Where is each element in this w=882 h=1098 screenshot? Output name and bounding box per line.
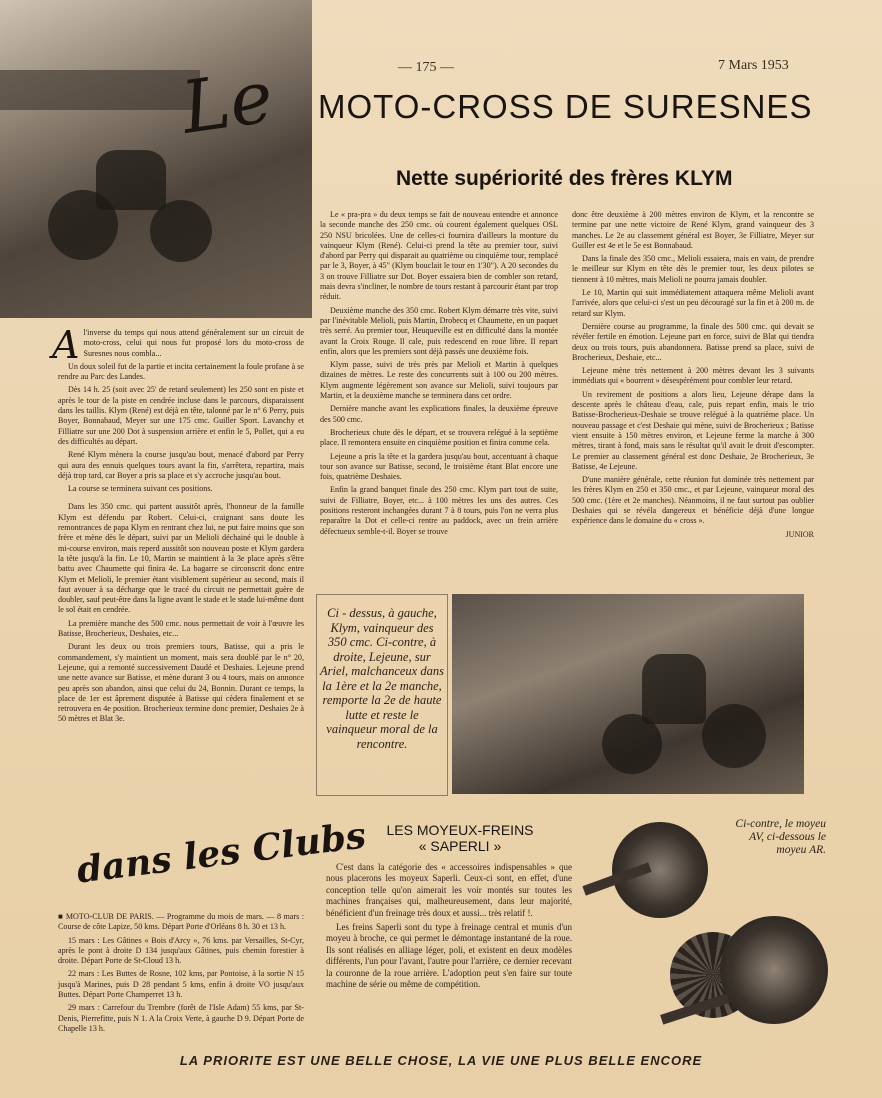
drop-cap: A: [52, 323, 80, 367]
author-signature: JUNIOR: [785, 529, 814, 539]
paragraph: Enfin la grand banquet finale des 250 cmc. Klym part tout de suite, suivi de Filliatre, Boyer, etc... à 100 mètres les uns des autres. Ces positions resteront inchangées durant 7 à 8 tours, puis l'on ne verra plus reparaître la Dot et celle-ci rentre au paddock, avec un frein arrière défectueux semble-t-il. Boyer se trouve: [320, 485, 558, 536]
paragraph: Durant les deux ou trois premiers tours, Batisse, qui a pris le commandement, s'y maintient un moment, mais sera doublé par le n° 20, Lejeune, qui a remonté successivement Daudé et Deshaies. Lejeune prend une nette avance sur Batisse, et mène durant 3 ou 4 tours, mais on annonce peu après son abandon, ainsi que celui du 24, Bonnin. Durant ce temps, la place de 1er est âprement disputée à Batisse qui cèdera finalement et se retrouvera en 4e position. Brocherieux termine donc premier, Deshaies 2e à 50 mètres et Blat 3e.: [58, 642, 304, 724]
paragraph: Lejeune mène très nettement à 200 mètres devant les 3 suivants immédiats qui « bourrent » désespérément pour combler leur retard.: [572, 366, 814, 386]
moyeux-caption: Ci-contre, le moyeu AV, ci-dessous le moyeu AR.: [735, 818, 826, 856]
paragraph: Dernière course au programme, la finale des 500 cmc. qui devait se révéler fertile en émotion. Lejeune part en force, suivi de Blat qui tiendra deux ou trois tours, puis abandonnera. Batisse prend sa place, suivi de Brocherieux, Deshaie, etc...: [572, 321, 814, 362]
moyeux-title: [340, 822, 580, 854]
paragraph: Un doux soleil fut de la partie et incita certainement la foule profane à se rendre au Parc des Landes.: [58, 361, 304, 382]
article-title: MOTO-CROSS DE SURESNES: [318, 88, 813, 125]
article-subtitle: Nette supériorité des frères KLYM: [396, 167, 733, 190]
paragraph: Les freins Saperli sont du type à freinage central et munis d'un moyeu à broche, ce qui permet le démontage instantané de la roue. Ils sont réalisés en alliage léger, poli, et existent en deux modèles différents, l'un pour l'avant, l'autre pour l'arrière, ce dernier recevant la couronne de la roue arrière. L'adoption peut s'en faire sur toute machine de série ou même de compétition.: [326, 922, 572, 990]
paragraph: 22 mars : Les Buttes de Rosne, 102 kms, par Pontoise, à la sortie N 15 jusqu'à Marines, puis D 28 pendant 5 kms, enfin à droite VO jusqu'aux Buttes. Départ Porte Champerret 13 h.: [58, 969, 304, 1000]
clubs-text: [58, 912, 304, 1042]
page-footer: LA PRIORITE EST UNE BELLE CHOSE, LA VIE UNE PLUS BELLE ENCORE: [179, 1053, 703, 1068]
paragraph: La première manche des 500 cmc. nous permettait de voir à l'œuvre les Batisse, Brocherieux, Deshaies, etc...: [58, 618, 304, 639]
paragraph: Dernière manche avant les explications finales, la deuxième épreuve des 500 cmc.: [320, 404, 558, 424]
paragraph: Klym passe, suivi de très près par Melioli et Martin à quelques dizaines de mètres. Le reste des concurrents suit à 100 ou 200 mètres. Klym augmente légèrement son avance sur Melioli, suivi toujours par Martin, et la deuxième manche se terminera dans cet ordre.: [320, 360, 558, 401]
moyeux-title-line2: « SAPERLI »: [418, 838, 502, 854]
paragraph: donc être deuxième à 200 mètres environ de Klym, et la rencontre se termine par une nette victoire de René Klym, grand vainqueur des 3 manches. Le 2e au classement général est Boyer, 3e Filliatre, Meyer sur Guiller est 4e et le 5e est Bonnabaud.: [572, 210, 814, 250]
issue-date: 7 Mars 1953: [718, 58, 789, 73]
rear-hub-drum: [720, 916, 828, 1024]
paragraph: Un revirement de positions a alors lieu, Lejeune dérape dans la descente après le château d'eau, cale, puis repart enfin, mais le trio Batisse-Brocherieux-Deshaie se trouve relégué à la quatrième place. Un nouveau passage et c'est Deshaie qui mène, suivi de Brocherieux ; Batisse vient ensuite à 150 mètres environ, et Lejeune ferme la marche à 300 mètres, tirant à fond, mais sans le résultat qu'il avait le droit d'escompter. Le premier au classement général est donc Deshaie, 2e Brocherieux, 3e Batisse, 4e Lejeune.: [572, 389, 814, 471]
paragraph: D'une manière générale, cette réunion fut dominée très nettement par les frères Klym en 250 et 350 cmc., et par Lejeune, vainqueur moral des 500 cmc. (1ère et 2e manches). Néanmoins, il ne faut surtout pas oublier Deshaies qui se révéla dangereux et bénéficie déjà d'une longue expérience dans le domaine du « cross ».: [572, 475, 814, 526]
moyeux-title-line1: LES MOYEUX-FREINS: [386, 822, 534, 838]
article-column-2: [320, 210, 558, 586]
paragraph: l'inverse du temps qui nous attend généralement sur un circuit de moto-cross, celui qui nous fut proposé lors du moto-cross de Suresnes nous combla...: [83, 328, 304, 358]
rear-hub-image: [660, 908, 846, 1044]
motocross-rider-photo: [0, 0, 312, 318]
paragraph: Lejeune a pris la tête et la gardera jusqu'au bout, accentuant à chaque tour son avance sur Batisse, second, le troisième étant Blat encore une fois, quatrième Deshaies.: [320, 451, 558, 482]
article-column-1: [52, 323, 304, 790]
paragraph: Deuxième manche des 350 cmc. Robert Klym démarre très vite, suivi par l'inévitable Melioli, puis Martin, Drobecq et Chaumette, en un paquet très serré. Au premier tour, Heuqueville est en difficulté dans la montée avant la Croix Rouge. Il cale, puis redescend en roue libre. Il repart enfin, alors que les premiers sont déjà passés une deuxième fois.: [320, 305, 558, 356]
article-column-3: [572, 210, 814, 594]
photo-caption: Ci - dessus, à gauche, Klym, vainqueur des 350 cmc. Ci-contre, à droite, Lejeune, sur Ariel, malchanceux dans la 1ère et la 2e manche, remporte la 2e de haute lutte et reste le vainqueur moral de la rencontre.: [320, 606, 444, 751]
paragraph: C'est dans la catégorie des « accessoires indispensables » que nous placerons les moyeux Saperli. Ceux-ci sont, en effet, d'une conception telle qu'on aimerait les voir montés sur toutes les machines françaises qui, malheureusement, dans leur majorité, bénéficient d'un freinage très doux et aussi... très relatif !.: [326, 862, 572, 918]
moyeux-text: [326, 862, 572, 1038]
clubs-heading: dans les Clubs: [74, 814, 369, 892]
paragraph: Dans les 350 cmc. qui partent aussitôt après, l'honneur de la famille Klym est défendu par Robert. Celui-ci, craignant sans doute les remontrances de papa Klym en rentrant chez lui, ne put faire moins que son frère et mène dès le départ, suivi par un Melioli déchainé qui le double à mi-course environ, mais reperd aussitôt son nouveau poste et Klym gardera la tête jusqu'à la fin. Le 10, Martin se maintient à la 3e place après s'être battu avec Chaumette qui finira 4e. La bagarre se circonscrit donc entre Klym et Melioli, le premier étant visiblement supérieur au second, mais il faut avouer à sa décharge que le tracé du circuit ne permettait guère de doubler, sauf peut-être dans la ligne avant le stade et le stade lui-même dont le sol était en cendrée.: [58, 502, 304, 615]
paragraph: René Klym mènera la course jusqu'au bout, menacé d'abord par Perry qui aura des ennuis quelques tours avant la fin, s'arrêtera, repartira, mais déjà trop tard, car Boyer a pris sa place et s'y accroche jusqu'au bout.: [58, 450, 304, 480]
paragraph: La course se terminera suivant ces positions.: [68, 484, 213, 494]
page-number: — 175 —: [398, 60, 454, 75]
paragraph: ■ MOTO-CLUB DE PARIS. — Programme du mois de mars. — 8 mars : Course de côte Lapize, 50 kms. Départ Porte d'Orléans 8 h. 30 et 13 h.: [58, 912, 304, 932]
paragraph: 15 mars : Les Gâtines « Bois d'Arcy », 76 kms. par Versailles, St-Cyr, après le pont à droite D 134 jusqu'aux Gâtines, puis chemin forestier à droite. Départ Porte de St-Cloud 13 h.: [58, 935, 304, 966]
title-le: Le: [176, 54, 278, 150]
lejeune-ariel-photo: [452, 594, 804, 794]
paragraph: Dès 14 h. 25 (soit avec 25' de retard seulement) les 250 sont en piste et après le tour de la piste en cendrée incluse dans le parcours, disparaissent dans les taillis. Klym (René) est déjà en tête, talonné par le n° 6 Perry, puis Boyer, Bonnabaud, Meyer sur une 175 cmc. Guiller Sport. Lavanchy et Filliatre sur une 200 Dot à suspension arrière et enfin le 5, Pollet, qui a eu des difficultés au départ.: [58, 385, 304, 446]
paragraph: Brocherieux chute dès le départ, et se trouvera relégué à la septième place. Il remontera ensuite en cinquième position et finira comme cela.: [320, 427, 558, 448]
paragraph: Dans la finale des 350 cmc., Melioli essaiera, mais en vain, de prendre le meilleur sur Klym en tête dès le premier tour, les deux pilotes se tiennent à 10 mètres, mais Melioli ne pourra jamais doubler.: [572, 254, 814, 284]
paragraph: Le 10, Martin qui suit immédiatement attaquera même Melioli avant l'arrivée, alors que celui-ci s'est un peu découragé sur la fin et à 200 m. de retard sur Klym.: [572, 288, 814, 318]
paragraph: Le « pra-pra » du deux temps se fait de nouveau entendre et annonce la seconde manche des 250 cmc. où courent également quelques OSL 250 NSU bricolées. Une de celles-ci fournira d'ailleurs la monture du vainqueur Klym (René). Celui-ci prend la tête au premier tour, suivi d'abord par Perry qui disparait au quatrième ou cinquième tour, remplacé par le 3, Boyer, à 45" (Klym bouclait le tour en 1'30"). A 20 secondes du 3 on trouve Filliatre sur Dot. Boyer essaiera bien de combler son retard, mais devra s'incliner, le nombre de tours restant à parcourir étant par trop réduit.: [320, 210, 558, 302]
paragraph: 29 mars : Carrefour du Trembre (forêt de l'Isle Adam) 55 kms, par St-Denis, Pierrefitte, puis N 1. A la Croix Verte, à gauche D 9. Départ Porte de Chapelle 13 h.: [58, 1003, 304, 1033]
